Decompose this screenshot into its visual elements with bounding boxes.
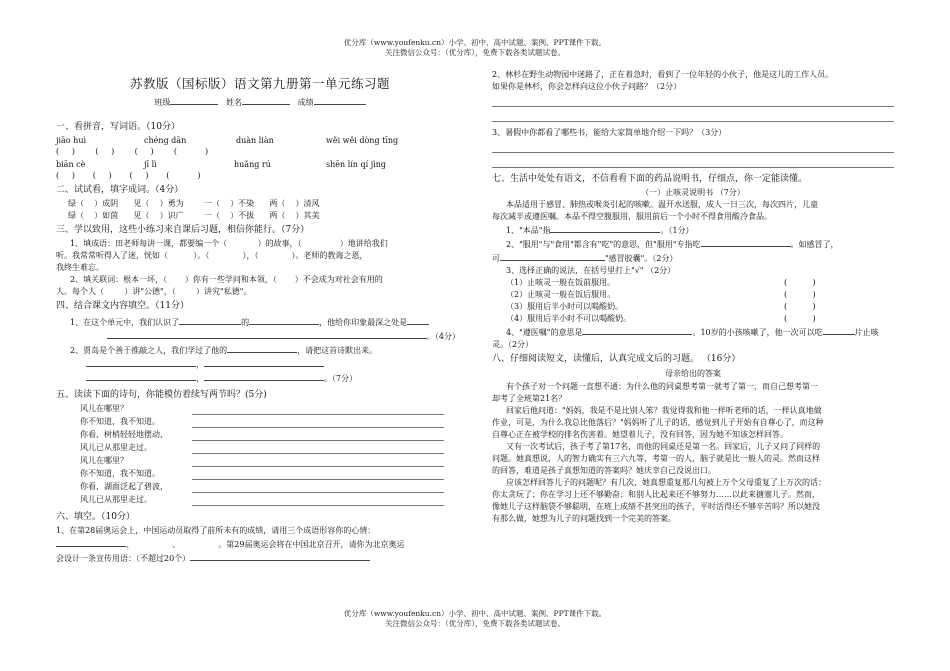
idiom-fill-line-1[interactable]: 1、填成语：田老师每讲一课，都要编一个（ ）的故事，（ ）地讲给我们 [70, 239, 388, 249]
story-line: 有个孩子对一个问题一直想不通：为什么他的同桌想考第一就考了第一，而自己想考第一 [506, 381, 818, 391]
class-label: 班级 [154, 97, 171, 107]
answer-line[interactable] [192, 417, 444, 428]
answer-line[interactable] [492, 95, 894, 107]
blank[interactable] [701, 238, 791, 247]
poem-line: 你看，树梢轻轻地摆动， [80, 429, 168, 439]
blank[interactable] [227, 344, 297, 353]
s7-q4-cont: 灵。（2分） [492, 340, 534, 350]
pinyin-item: wěi wěi dòng tīng [326, 135, 399, 145]
option-row [492, 302, 894, 312]
poem-line: 风儿已从那里走过。 [80, 494, 152, 504]
s7-q1-score: 。（1分） [660, 226, 694, 236]
footer-line-1: 优分库（www.youfenku.cn）小学、初中、高中试题、案例、PPT课件下载。 [343, 609, 607, 618]
story-line: 作业，可是，为什么我总比他落后？"妈妈听了儿子的话，感觉到儿子开始有自尊心了，而这种 [492, 417, 824, 427]
r-s6-q2-line-1: 2、林杉在野生动物园中迷路了，正在着急时，看到了一位年轻的小伙子，他是这儿的工作人员。 [492, 70, 834, 79]
s7-q2-text: 2、"服用"与"食用"都含有"吃"的意思，但"服用"专指吃 [506, 240, 701, 250]
s7-q2 [492, 238, 894, 250]
pinyin-item: shēn lín qí jìng [326, 159, 387, 169]
answer-line[interactable] [192, 482, 444, 493]
answer-line[interactable] [492, 156, 894, 168]
section-8-heading: 八、仔细阅读短文，读懂后，认真完成文后的习题。 （16分） [492, 354, 741, 365]
name-label: 姓名 [226, 97, 242, 107]
section-2-heading: 二、试试看，填字成词。（4分） [56, 184, 184, 195]
option-text: （4）服用后半小时不可以喝酸奶。 [506, 314, 632, 324]
story-title: 母亲给出的答案 [665, 368, 721, 378]
page-title: 苏教版（国标版）语文第九册第一单元练习题 [129, 76, 390, 91]
story-body [492, 382, 894, 524]
footer-line-2: 关注微信公众号：（优分库），免费下载各类试题试卷。 [385, 619, 565, 629]
story-line: 你太贪玩了；你在学习上还不够勤奋；和别人比起来还不够努力……以此来搪塞儿子。然而， [492, 489, 820, 499]
poem-line: 风儿在哪里？ [80, 455, 128, 465]
option-text: （2）止咳灵一般在饭后服用。 [506, 290, 616, 300]
s6-q1-text: 会设计一条宣传用语：（不超过20个） [56, 554, 191, 564]
blank[interactable] [204, 358, 324, 367]
answer-line[interactable] [492, 110, 894, 122]
s7-q3: 3、选择正确的说法，在括号里打上"√" （2分） [506, 266, 676, 276]
poem-answer-line: ， [56, 358, 464, 370]
option-text: （3）服用后半小时可以喝酸奶。 [506, 302, 624, 312]
story-line: 应该怎样回答儿子的问题呢？有几次，她真想重复那几句被上万个父母重复了上万次的话： [506, 477, 826, 487]
fill-word-row-1[interactable]: 绿（ ）成阴 见（ ）勇为 一（ ）不染 两（ ）清风 [68, 199, 320, 209]
answer-line[interactable] [192, 430, 444, 441]
poem-line: 风儿在哪里？ [80, 403, 128, 413]
s4-q1-score: 。（4分） [426, 331, 460, 341]
blank[interactable] [86, 372, 196, 381]
s6-q1-line-3 [56, 552, 464, 564]
answer-brackets-1[interactable]: ( ) ( ) ( ) ( ) [56, 146, 209, 156]
answer-line[interactable] [192, 495, 444, 506]
story-line: 自尊心正在被学校的排名伤害着。她望着儿子，没有回答，因为她不知该怎样回答。 [492, 429, 788, 439]
poem-line: 你不知道，我不知道。 [80, 468, 160, 478]
blank[interactable] [500, 252, 605, 261]
s7-subtitle: （一）止咳灵说明书 （7分） [641, 188, 745, 198]
idiom-fill-line-3: 我终生难忘。 [56, 263, 104, 273]
story-line: 像她儿子这样脑袋不够聪明，在班上成绩不甚突出的孩子，平时活得还不够辛苦吗？所以她没 [492, 501, 820, 511]
s7-q2-text: 可 [492, 254, 500, 264]
option-row [492, 278, 894, 288]
s4-q1-answer-line [56, 330, 464, 342]
pinyin-item: jī lì [144, 159, 157, 169]
answer-line[interactable] [192, 469, 444, 480]
page-footer [0, 609, 950, 629]
s6-q1-text: 、 、 。第29届奥运会将在中国北京召开，请你为北京奥运 [126, 540, 405, 550]
name-field[interactable] [242, 96, 290, 105]
blank[interactable] [550, 224, 660, 233]
pinyin-item: jiāo huì [56, 135, 87, 145]
fill-word-row-2[interactable]: 绿（ ）如茵 见（ ）识广 一（ ）不拔 两（ ）其美 [68, 211, 320, 221]
story-line: 又有一次考试后，孩子考了第17名，而他的同桌还是第一名。回家后，儿子又问了同样的 [506, 441, 821, 451]
answer-brackets-2[interactable]: ( ) ( ) ( ) ( ) [56, 170, 201, 180]
s7-q1 [492, 224, 894, 236]
answer-line[interactable] [192, 404, 444, 415]
left-column [56, 76, 464, 566]
answer-line[interactable] [492, 141, 894, 153]
blank[interactable] [823, 326, 855, 335]
page-header [0, 38, 950, 58]
s7-text-line-2: 每次减半或遵医嘱。本品不得空腹服用，服用前后一个小时不得食用酸冷食品。 [492, 212, 772, 222]
header-line-1: 优分库（www.youfenku.cn）小学、初中、高中试题、案例、PPT课件下载。 [343, 38, 607, 47]
option-checkbox[interactable]: ( ) [784, 278, 816, 288]
poem-line: 你看，湖面泛起了碧波， [80, 481, 168, 491]
answer-line[interactable] [192, 443, 444, 454]
s4-q2-text: 2、贾岛是个善于推敲之人，我们学过了他的 [70, 345, 228, 355]
pinyin-row-2 [56, 160, 464, 170]
poem-answer-line: ， 。（7分） [56, 372, 464, 384]
conjunction-fill-line-1[interactable]: 2、填关联词：根本一坏，（ ）你有一些学问和本领，（ ）不会成为对社会有用的 [70, 275, 383, 285]
score-label: 成绩 [297, 97, 314, 107]
s7-q4-text: 片止咳 [854, 328, 879, 338]
blank[interactable] [582, 326, 692, 335]
s7-q2-text: 。如感冒了， [790, 240, 839, 250]
pinyin-item: chéng dān [144, 135, 187, 145]
class-field[interactable] [170, 96, 218, 105]
poem-line: 你不知道，我不知道。 [80, 416, 160, 426]
story-line: 的回答，难道是孩子真想知道的答案吗？她庆幸自己没说出口。 [492, 465, 716, 475]
idiom-fill-line-2[interactable]: 听。我常常听得入了迷，恍如（ ）。（ ），（ ）。老师的教诲之恩， [56, 251, 368, 261]
story-line: 问题。她真想说，人的智力确实有三六九等，考第一的人，脑子就是比一般人的灵。然而这样 [492, 453, 820, 463]
s4-q2-score: 。（7分） [324, 373, 358, 383]
s6-q1-line-1: 1、在第28届奥运会上，中国运动员取得了前所未有的成绩，请用三个成语形容你的心情： [56, 526, 376, 536]
r-s6-q3: 3、暑假中你都看了哪些书，能给大家简单地介绍一下吗？（3分） [492, 128, 727, 137]
story-line: 有那么做，她想为儿子的问题找到一个完美的答案。 [492, 513, 676, 523]
s7-q4-text: 。10岁的小孩咳嗽了，他一次可以吃 [692, 328, 823, 338]
blank[interactable] [107, 330, 427, 339]
blank[interactable] [204, 372, 324, 381]
story-line: 回家后他问道："妈妈，我是不是比别人笨？我觉得我和他一样听老师的话，一样认真地做 [506, 405, 822, 415]
s4-q1-text: ，他给你印象最深之处是 [319, 317, 408, 327]
s7-q2-cont [492, 252, 894, 264]
blank[interactable] [190, 552, 370, 561]
story-line: 却考了全班第21名？ [492, 393, 567, 403]
s4-q1-text: 1、在这个单元中，我们认识了 [70, 317, 180, 327]
right-column [492, 68, 894, 526]
pinyin-item: biān cè [56, 159, 86, 169]
option-text: （1）止咳灵一般在饭前服用。 [506, 278, 616, 288]
conjunction-fill-line-2[interactable]: 人。每个人（ ）讲"公德"，（ ）讲究"私德"。 [56, 287, 252, 297]
pinyin-item: duàn liàn [236, 135, 274, 145]
s4-question-1 [56, 316, 464, 328]
s7-q1-text: 1、"本品"指 [506, 226, 551, 236]
s7-text-line-1: 本品适用于感冒、肺热或喉炎引起的咳嗽。温开水送服，成人一日三次，每次四片，儿童 [506, 200, 818, 210]
s7-q4-text: 4、"遵医嘱"的意思是 [506, 328, 583, 338]
section-4-heading: 四、结合课文内容填空。（11分） [56, 301, 189, 312]
student-info-line [56, 96, 464, 108]
option-row [492, 314, 894, 324]
s6-q1-line-2 [56, 538, 464, 550]
pinyin-item: huǎng rú [234, 159, 271, 169]
blank[interactable] [249, 316, 319, 325]
option-checkbox[interactable]: ( ) [784, 290, 816, 300]
section-1-heading: 一、看拼音，写词语。（10分） [56, 121, 180, 132]
section-6-heading: 六、填空。（10分） [56, 511, 135, 522]
option-row [492, 290, 894, 300]
blank[interactable] [86, 358, 196, 367]
s4-q1-text: 的 [241, 317, 250, 327]
s7-q4 [492, 326, 894, 338]
score-field[interactable] [314, 96, 366, 105]
section-5-heading: 五、读读下面的诗句，你能模仿着续写两节吗？(5分) [56, 389, 267, 400]
poem-line: 风儿已从那里走过。 [80, 442, 152, 452]
answer-line[interactable] [192, 456, 444, 467]
blank[interactable] [407, 316, 429, 325]
s7-q2-text: "感冒胶囊"。（2分） [605, 254, 678, 264]
option-checkbox[interactable]: ( ) [784, 314, 816, 324]
blank[interactable] [56, 538, 126, 547]
section-3-heading: 三、学以致用，这些小练习来自课后习题，相信你能行。（7分） [56, 225, 310, 236]
r-s6-q2-line-2: 如果你是林杉，你会怎样向这位小伙子问路？（2分） [492, 82, 682, 91]
s4-question-2 [56, 344, 464, 356]
header-line-2: 关注微信公众号：（优分库），免费下载各类试题试卷。 [385, 48, 565, 58]
section-7-heading: 七、生活中处处有语文，不信看看下面的药品说明书，仔细点，你一定能读懂。 [492, 174, 808, 184]
pinyin-row-1 [56, 136, 464, 146]
s4-q2-text: ，请把这首诗默出来。 [297, 345, 378, 355]
option-checkbox[interactable]: ( ) [784, 302, 816, 312]
blank[interactable] [179, 316, 241, 325]
